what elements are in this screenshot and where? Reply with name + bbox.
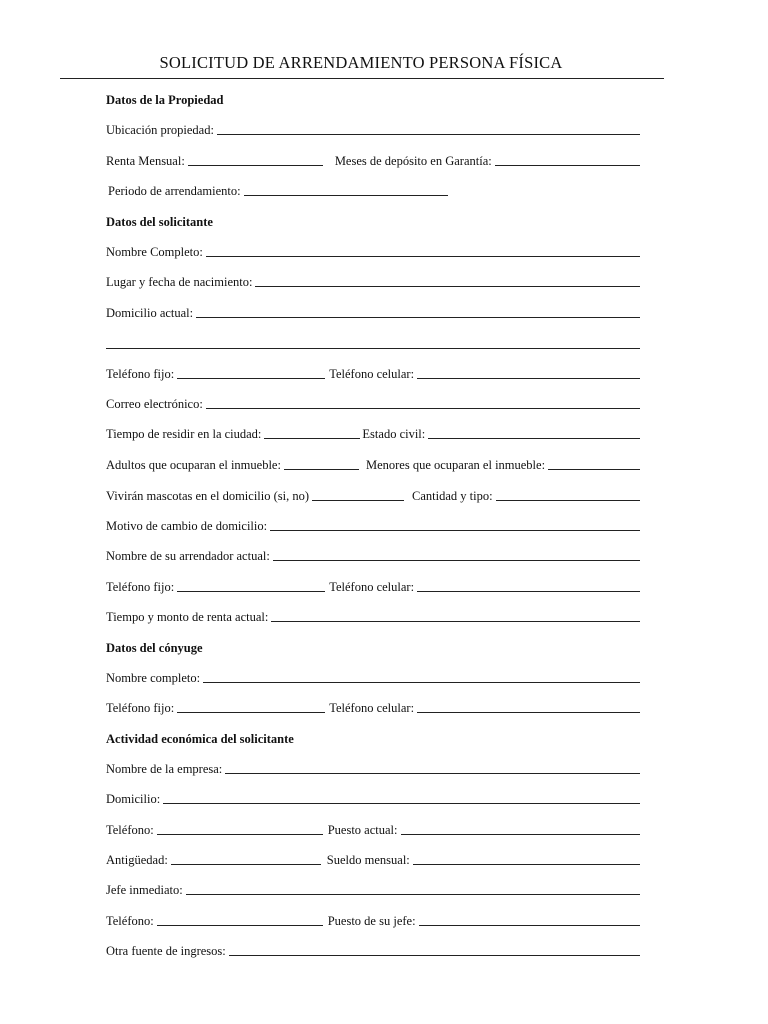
tel-cel-label: Teléfono celular:: [329, 701, 415, 715]
tiempo-monto-label: Tiempo y monto de renta actual:: [106, 610, 269, 624]
field-row-tiempo-residir: [106, 422, 640, 442]
title-rule: [60, 78, 664, 79]
domicilio-line-2[interactable]: [106, 348, 640, 349]
field-row-nombre: [106, 240, 640, 260]
puesto-jefe-line[interactable]: [419, 925, 640, 926]
adultos-label: Adultos que ocuparan el inmueble:: [106, 458, 281, 472]
nombre-line[interactable]: [206, 256, 640, 257]
renta-label: Renta Mensual:: [106, 154, 185, 168]
tel-cel-line[interactable]: [417, 712, 640, 713]
nombre-label: Nombre Completo:: [106, 245, 203, 259]
arrendador-line[interactable]: [273, 560, 640, 561]
field-row-ubicacion: [106, 118, 640, 138]
domicilio-empresa-label: Domicilio:: [106, 792, 161, 806]
field-row-correo: [106, 392, 640, 412]
field-row-domicilio-empresa: [106, 787, 640, 807]
field-row-ocupantes: [106, 453, 640, 473]
field-row-antiguedad: [106, 848, 640, 868]
motivo-line[interactable]: [270, 530, 640, 531]
field-row-jefe: [106, 878, 640, 898]
estado-civil-label: Estado civil:: [362, 427, 426, 441]
empresa-label: Nombre de la empresa:: [106, 762, 223, 776]
section-economic: [106, 727, 640, 747]
cantidad-line[interactable]: [496, 500, 640, 501]
puesto-line[interactable]: [401, 834, 641, 835]
otra-fuente-label: Otra fuente de ingresos:: [106, 944, 226, 958]
field-row-tiempo-monto: [106, 605, 640, 625]
tiempo-residir-line[interactable]: [264, 438, 360, 439]
field-row-telefonos-conyuge: [106, 696, 640, 716]
field-row-telefonos-1: [106, 362, 640, 382]
section-heading: Datos del solicitante: [106, 215, 213, 229]
correo-label: Correo electrónico:: [106, 397, 203, 411]
field-row-telefonos-2: [106, 575, 640, 595]
sueldo-label: Sueldo mensual:: [326, 853, 410, 867]
domicilio-line[interactable]: [196, 317, 640, 318]
tel-fijo-label: Teléfono fijo:: [106, 580, 175, 594]
adultos-line[interactable]: [284, 469, 359, 470]
tel-cel-line[interactable]: [417, 378, 640, 379]
tel-cel-line[interactable]: [417, 591, 640, 592]
correo-line[interactable]: [206, 408, 640, 409]
section-heading: Actividad económica del solicitante: [106, 732, 294, 746]
field-row-nombre-conyuge: [106, 666, 640, 686]
section-heading: Datos del cónyuge: [106, 641, 203, 655]
periodo-label: Periodo de arrendamiento:: [108, 184, 241, 198]
field-row-lugar: [106, 270, 640, 290]
jefe-line[interactable]: [186, 894, 640, 895]
section-heading: Datos de la Propiedad: [106, 93, 224, 107]
tel-fijo-line[interactable]: [177, 591, 325, 592]
field-row-arrendador: [106, 544, 640, 564]
field-row-periodo: [108, 179, 642, 199]
field-row-empresa: [106, 757, 640, 777]
otra-fuente-line[interactable]: [229, 955, 640, 956]
field-row-domicilio: [106, 301, 640, 321]
telefono-label: Teléfono:: [106, 823, 154, 837]
sueldo-line[interactable]: [413, 864, 640, 865]
telefono-line[interactable]: [157, 834, 323, 835]
tiempo-monto-line[interactable]: [271, 621, 640, 622]
puesto-label: Puesto actual:: [327, 823, 398, 837]
cantidad-label: Cantidad y tipo:: [412, 489, 493, 503]
form-title: SOLICITUD DE ARRENDAMIENTO PERSONA FÍSICA: [159, 53, 563, 72]
field-row-motivo: [106, 514, 640, 534]
nombre-conyuge-label: Nombre completo:: [106, 671, 201, 685]
arrendador-label: Nombre de su arrendador actual:: [106, 549, 270, 563]
tel-fijo-label: Teléfono fijo:: [106, 367, 175, 381]
field-row-puesto: [106, 818, 640, 838]
field-row-otra-fuente: [106, 939, 640, 959]
lugar-line[interactable]: [255, 286, 640, 287]
field-row-renta: [106, 149, 640, 169]
mascotas-line[interactable]: [312, 500, 404, 501]
menores-label: Menores que ocuparan el inmueble:: [365, 458, 546, 472]
nombre-conyuge-line[interactable]: [203, 682, 640, 683]
domicilio-empresa-line[interactable]: [163, 803, 640, 804]
field-row-puesto-jefe: [106, 909, 640, 929]
ubicacion-label: Ubicación propiedad:: [106, 123, 214, 137]
domicilio-label: Domicilio actual:: [106, 306, 194, 320]
section-applicant: [106, 210, 640, 230]
section-property: [106, 88, 640, 108]
ubicacion-line[interactable]: [217, 134, 640, 135]
mascotas-label: Vivirán mascotas en el domicilio (si, no): [106, 489, 310, 503]
periodo-line[interactable]: [244, 195, 448, 196]
motivo-label: Motivo de cambio de domicilio:: [106, 519, 268, 533]
jefe-label: Jefe inmediato:: [106, 883, 183, 897]
antiguedad-label: Antigüedad:: [106, 853, 168, 867]
tel-fijo-line[interactable]: [177, 378, 325, 379]
tiempo-residir-label: Tiempo de residir en la ciudad:: [106, 427, 262, 441]
tel-cel-label: Teléfono celular:: [329, 580, 415, 594]
tel-cel-label: Teléfono celular:: [329, 367, 415, 381]
renta-line[interactable]: [188, 165, 323, 166]
empresa-line[interactable]: [225, 773, 640, 774]
puesto-jefe-label: Puesto de su jefe:: [327, 914, 416, 928]
menores-line[interactable]: [548, 469, 640, 470]
estado-civil-line[interactable]: [428, 438, 640, 439]
meses-label: Meses de depósito en Garantía:: [334, 154, 492, 168]
telefono-line[interactable]: [157, 925, 323, 926]
antiguedad-line[interactable]: [171, 864, 321, 865]
tel-fijo-line[interactable]: [177, 712, 325, 713]
meses-line[interactable]: [495, 165, 640, 166]
tel-fijo-label: Teléfono fijo:: [106, 701, 175, 715]
telefono-label: Teléfono:: [106, 914, 154, 928]
lugar-label: Lugar y fecha de nacimiento:: [106, 275, 253, 289]
section-spouse: [106, 636, 640, 656]
field-row-mascotas: [106, 484, 640, 504]
